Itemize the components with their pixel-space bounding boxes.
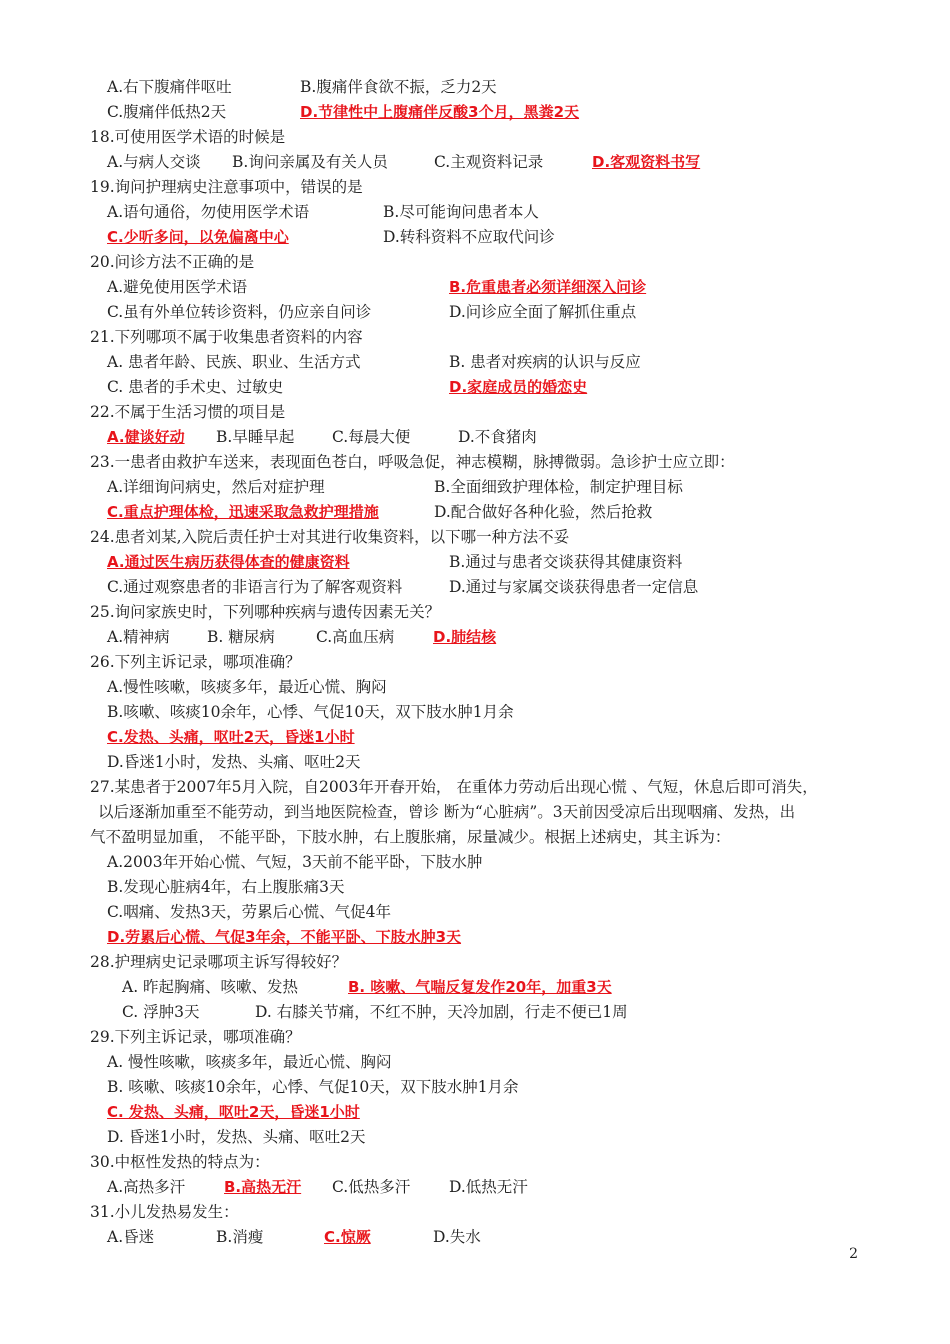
text-line: A.避免使用医学术语 xyxy=(107,278,248,296)
text-line: B. 咳嗽、咳痰10余年，心悸、气促10天，双下肢水肿1月余 xyxy=(107,1078,519,1096)
text-line: A.昏迷 xyxy=(107,1228,155,1246)
text-line: D.问诊应全面了解抓住重点 xyxy=(449,303,637,321)
text-line: A.精神病 xyxy=(107,628,170,646)
text-line: A. 昨起胸痛、咳嗽、发热 xyxy=(122,978,299,996)
text-line: 31.小儿发热易发生： xyxy=(90,1203,239,1221)
text-line: C.虽有外单位转诊资料，仍应亲自问诊 xyxy=(107,303,372,321)
text-line: D.不食猪肉 xyxy=(458,428,537,446)
text-line: 30.中枢性发热的特点为： xyxy=(90,1153,270,1171)
text-line: B.通过与患者交谈获得其健康资料 xyxy=(449,553,683,571)
text-line: 21.下列哪项不属于收集患者资料的内容 xyxy=(90,328,363,346)
text-line: C.咽痛、发热3天，劳累后心慌、气促4年 xyxy=(107,903,391,921)
text-line: D.失水 xyxy=(433,1228,481,1246)
text-line: A.语句通俗，勿使用医学术语 xyxy=(107,203,310,221)
text-line: B.发现心脏病4年，右上腹胀痛3天 xyxy=(107,878,345,896)
text-line: A.右下腹痛伴呕吐 xyxy=(107,78,232,96)
text-line: A. 慢性咳嗽，咳痰多年，最近心慌、胸闷 xyxy=(107,1053,392,1071)
text-line: A.2003年开始心慌、气短，3天前不能平卧，下肢水肿 xyxy=(107,853,483,871)
text-line: B.咳嗽、咳痰10余年，心悸、气促10天，双下肢水肿1月余 xyxy=(107,703,514,721)
text-line: 18.可使用医学术语的时候是 xyxy=(90,128,286,146)
answer-option: B.危重患者必须详细深入问诊 xyxy=(449,278,647,296)
answer-option: B.高热无汗 xyxy=(224,1178,302,1196)
answer-option: D.客观资料书写 xyxy=(592,153,701,171)
text-line: B.询问亲属及有关人员 xyxy=(232,153,388,171)
text-line: D.低热无汗 xyxy=(449,1178,528,1196)
answer-option: C.发热、头痛，呕吐2天，昏迷1小时 xyxy=(107,728,355,746)
text-line: 26.下列主诉记录，哪项准确？ xyxy=(90,653,301,671)
answer-option: A.通过医生病历获得体查的健康资料 xyxy=(107,553,350,571)
text-line: C.高血压病 xyxy=(316,628,395,646)
answer-option: D.家庭成员的婚恋史 xyxy=(449,378,588,396)
text-line: 19.询问护理病史注意事项中，错误的是 xyxy=(90,178,363,196)
text-line: 24.患者刘某,入院后责任护士对其进行收集资料，以下哪一种方法不妥 xyxy=(90,528,570,546)
answer-option: C.少听多问，以免偏离中心 xyxy=(107,228,289,246)
text-line: A.详细询问病史，然后对症护理 xyxy=(107,478,325,496)
text-line: 27.某患者于2007年5月入院，自2003年开春开始， 在重体力劳动后出现心慌 、气短，休息后即可消失， xyxy=(90,778,818,796)
text-line: C. 浮肿3天 xyxy=(122,1003,200,1021)
text-line: 气不盈明显加重， 不能平卧，下肢水肿，右上腹胀痛，尿量减少。根据上述病史，其主诉为： xyxy=(90,828,731,846)
text-line: B.腹痛伴食欲不振，乏力2天 xyxy=(300,78,497,96)
text-line: B.全面细致护理体检，制定护理目标 xyxy=(434,478,683,496)
text-line: D. 右膝关节痛，不红不肿，天冷加剧，行走不便已1周 xyxy=(255,1003,628,1021)
text-line: 28.护理病史记录哪项主诉写得较好？ xyxy=(90,953,348,971)
answer-option: C. 发热、头痛，呕吐2天，昏迷1小时 xyxy=(107,1103,360,1121)
answer-option: B. 咳嗽、气喘反复发作20年，加重3天 xyxy=(348,978,612,996)
text-line: D. 昏迷1小时，发热、头痛、呕吐2天 xyxy=(107,1128,366,1146)
text-line: B.尽可能询问患者本人 xyxy=(383,203,539,221)
text-line: B.早睡早起 xyxy=(216,428,295,446)
text-line: 20.问诊方法不正确的是 xyxy=(90,253,255,271)
answer-option: C.惊厥 xyxy=(324,1228,371,1246)
text-line: C. 患者的手术史、过敏史 xyxy=(107,378,284,396)
answer-option: D.肺结核 xyxy=(433,628,497,646)
answer-option: C.重点护理体检，迅速采取急救护理措施 xyxy=(107,503,379,521)
text-line: C.主观资料记录 xyxy=(434,153,544,171)
text-line: D.配合做好各种化验，然后抢救 xyxy=(434,503,653,521)
text-line: 以后逐渐加重至不能劳动，到当地医院检查，曾诊 断为“心脏病”。3天前因受凉后出现咽痛、发热，出 xyxy=(98,803,796,821)
answer-option: A.健谈好动 xyxy=(107,428,185,446)
text-line: D.昏迷1小时，发热、头痛、呕吐2天 xyxy=(107,753,361,771)
text-line: 29.下列主诉记录，哪项准确？ xyxy=(90,1028,301,1046)
text-line: A. 患者年龄、民族、职业、生活方式 xyxy=(107,353,361,371)
answer-option: D.劳累后心慌、气促3年余，不能平卧、下肢水肿3天 xyxy=(107,928,462,946)
text-line: A.慢性咳嗽，咳痰多年，最近心慌、胸闷 xyxy=(107,678,387,696)
text-line: B. 糖尿病 xyxy=(207,628,275,646)
text-line: 23.一患者由救护车送来，表现面色苍白，呼吸急促，神志模糊，脉搏微弱。急诊护士应立即： xyxy=(90,453,735,471)
text-line: 22.不属于生活习惯的项目是 xyxy=(90,403,286,421)
text-line: B.消瘦 xyxy=(216,1228,264,1246)
text-line: A.高热多汗 xyxy=(107,1178,186,1196)
answer-option: D.节律性中上腹痛伴反酸3个月，黑粪2天 xyxy=(300,103,580,121)
text-line: D.通过与家属交谈获得患者一定信息 xyxy=(449,578,699,596)
text-line: C.腹痛伴低热2天 xyxy=(107,103,227,121)
text-line: A.与病人交谈 xyxy=(107,153,201,171)
text-line: C.每晨大便 xyxy=(332,428,411,446)
text-line: B. 患者对疾病的认识与反应 xyxy=(449,353,641,371)
page-number: 2 xyxy=(849,1246,858,1262)
text-line: C.低热多汗 xyxy=(332,1178,411,1196)
text-line: D.转科资料不应取代问诊 xyxy=(383,228,555,246)
text-line: 25.询问家族史时，下列哪种疾病与遗传因素无关？ xyxy=(90,603,441,621)
text-line: C.通过观察患者的非语言行为了解客观资料 xyxy=(107,578,403,596)
